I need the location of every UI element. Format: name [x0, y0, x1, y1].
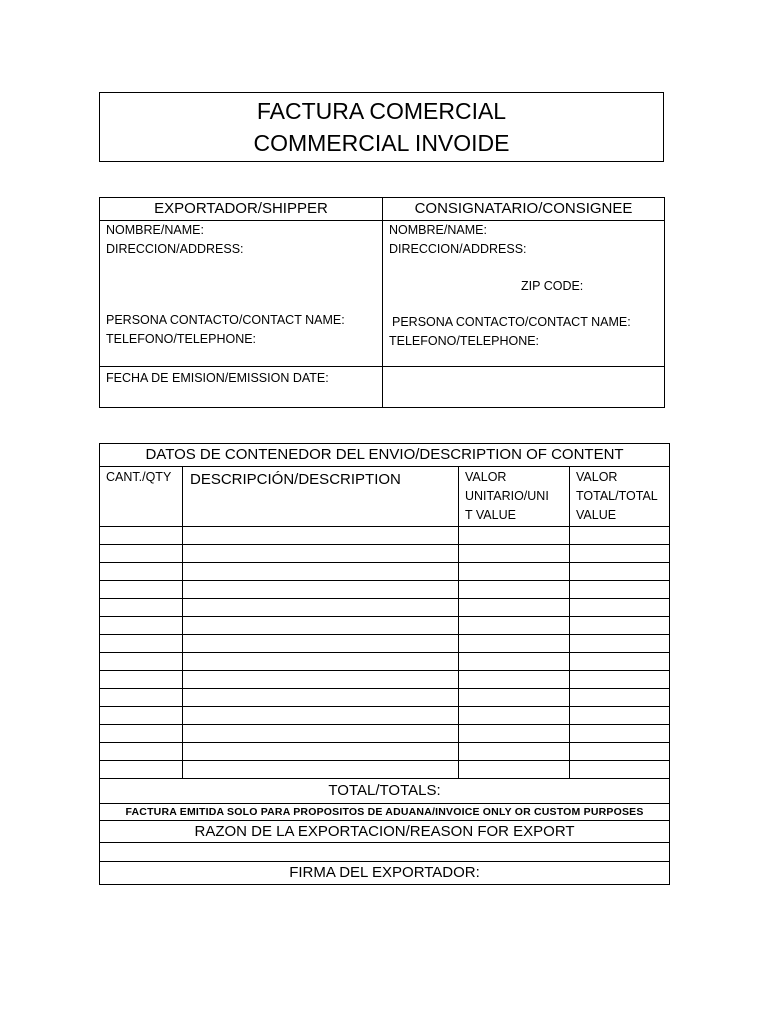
item-row[interactable]: [100, 671, 670, 689]
item-description-cell[interactable]: [183, 599, 459, 617]
item-total-value-cell[interactable]: [570, 743, 670, 761]
title-spanish: FACTURA COMERCIAL: [256, 98, 507, 124]
item-qty-cell[interactable]: [100, 635, 183, 653]
item-total-value-cell[interactable]: [570, 725, 670, 743]
item-total-value-cell[interactable]: [570, 563, 670, 581]
item-row[interactable]: [100, 743, 670, 761]
item-description-cell[interactable]: [183, 671, 459, 689]
shipper-header: EXPORTADOR/SHIPPER: [100, 198, 383, 221]
item-description-cell[interactable]: [183, 689, 459, 707]
content-table: [99, 443, 670, 885]
item-unit-value-cell[interactable]: [459, 653, 570, 671]
item-description-cell[interactable]: [183, 527, 459, 545]
item-qty-cell[interactable]: [100, 527, 183, 545]
parties-table: [99, 197, 665, 408]
item-total-value-cell[interactable]: [570, 617, 670, 635]
item-unit-value-cell[interactable]: [459, 527, 570, 545]
reason-for-export-field[interactable]: [100, 843, 670, 862]
qty-column-label: CANT./QTY: [106, 470, 172, 484]
totals-row[interactable]: TOTAL/TOTALS:: [100, 779, 670, 804]
item-total-value-cell[interactable]: [570, 581, 670, 599]
item-row[interactable]: [100, 653, 670, 671]
emission-date-label: FECHA DE EMISION/EMISSION DATE:: [106, 371, 329, 385]
item-row[interactable]: [100, 545, 670, 563]
shipper-address-label: DIRECCION/ADDRESS:: [106, 242, 244, 256]
item-description-cell[interactable]: [183, 581, 459, 599]
item-unit-value-cell[interactable]: [459, 635, 570, 653]
item-row[interactable]: [100, 527, 670, 545]
total-value-line-3: VALUE: [576, 508, 617, 522]
qty-column-header: [100, 467, 183, 527]
shipper-telephone-label: TELEFONO/TELEPHONE:: [106, 332, 257, 346]
item-qty-cell[interactable]: [100, 653, 183, 671]
total-value-column-label: [570, 467, 669, 526]
description-column-label: DESCRIPCIÓN/DESCRIPTION: [190, 471, 401, 488]
item-description-cell[interactable]: [183, 563, 459, 581]
item-description-cell[interactable]: [183, 725, 459, 743]
item-row[interactable]: [100, 689, 670, 707]
item-description-cell[interactable]: [183, 653, 459, 671]
item-unit-value-cell[interactable]: [459, 689, 570, 707]
item-row[interactable]: [100, 635, 670, 653]
shipper-cell[interactable]: [100, 221, 383, 367]
item-unit-value-cell[interactable]: [459, 545, 570, 563]
item-description-cell[interactable]: [183, 761, 459, 779]
content-header: DATOS DE CONTENEDOR DEL ENVIO/DESCRIPTION OF CONTENT: [100, 444, 670, 467]
shipper-name-label: NOMBRE/NAME:: [106, 223, 204, 237]
reason-for-export-label: RAZON DE LA EXPORTACION/REASON FOR EXPORT: [100, 821, 670, 843]
emission-date-cell[interactable]: [100, 367, 383, 408]
item-description-cell[interactable]: [183, 635, 459, 653]
item-total-value-cell[interactable]: [570, 635, 670, 653]
item-unit-value-cell[interactable]: [459, 725, 570, 743]
item-row[interactable]: [100, 725, 670, 743]
item-row[interactable]: [100, 617, 670, 635]
consignee-contact-label: PERSONA CONTACTO/CONTACT NAME:: [392, 315, 631, 329]
item-qty-cell[interactable]: [100, 707, 183, 725]
total-value-line-1: VALOR: [576, 470, 618, 484]
item-qty-cell[interactable]: [100, 545, 183, 563]
item-qty-cell[interactable]: [100, 563, 183, 581]
item-qty-cell[interactable]: [100, 743, 183, 761]
item-row[interactable]: [100, 599, 670, 617]
consignee-telephone-label: TELEFONO/TELEPHONE:: [389, 334, 540, 348]
item-row[interactable]: [100, 761, 670, 779]
unit-value-column-label: [459, 467, 569, 526]
item-description-cell[interactable]: [183, 617, 459, 635]
item-qty-cell[interactable]: [100, 599, 183, 617]
shipper-contact-label: PERSONA CONTACTO/CONTACT NAME:: [106, 313, 345, 327]
consignee-cell[interactable]: [383, 221, 665, 367]
item-total-value-cell[interactable]: [570, 689, 670, 707]
consignee-header: CONSIGNATARIO/CONSIGNEE: [383, 198, 665, 221]
item-description-cell[interactable]: [183, 707, 459, 725]
item-unit-value-cell[interactable]: [459, 599, 570, 617]
item-description-cell[interactable]: [183, 743, 459, 761]
item-unit-value-cell[interactable]: [459, 563, 570, 581]
invoice-title-box: [99, 92, 664, 162]
item-total-value-cell[interactable]: [570, 671, 670, 689]
customs-notice: FACTURA EMITIDA SOLO PARA PROPOSITOS DE ADUANA/INVOICE ONLY OR CUSTOM PURPOSES: [100, 804, 670, 821]
item-qty-cell[interactable]: [100, 689, 183, 707]
item-qty-cell[interactable]: [100, 617, 183, 635]
item-row[interactable]: [100, 563, 670, 581]
item-qty-cell[interactable]: [100, 725, 183, 743]
item-description-cell[interactable]: [183, 545, 459, 563]
item-qty-cell[interactable]: [100, 671, 183, 689]
item-unit-value-cell[interactable]: [459, 671, 570, 689]
unit-value-line-3: T VALUE: [465, 508, 516, 522]
description-column-header: [183, 467, 459, 527]
item-unit-value-cell[interactable]: [459, 581, 570, 599]
unit-value-column-header: [459, 467, 570, 527]
item-total-value-cell[interactable]: [570, 527, 670, 545]
item-unit-value-cell[interactable]: [459, 761, 570, 779]
item-row[interactable]: [100, 581, 670, 599]
title-english: COMMERCIAL INVOIDE: [253, 130, 510, 156]
item-row[interactable]: [100, 707, 670, 725]
item-total-value-cell[interactable]: [570, 599, 670, 617]
item-unit-value-cell[interactable]: [459, 743, 570, 761]
unit-value-line-2: UNITARIO/UNI: [465, 489, 549, 503]
emission-date-value-cell[interactable]: [383, 367, 665, 408]
item-total-value-cell[interactable]: [570, 707, 670, 725]
total-value-line-2: TOTAL/TOTAL: [576, 489, 658, 503]
item-total-value-cell[interactable]: [570, 545, 670, 563]
exporter-signature-row[interactable]: FIRMA DEL EXPORTADOR:: [100, 862, 670, 885]
item-rows: [100, 527, 670, 779]
consignee-zip-label: ZIP CODE:: [521, 279, 584, 293]
item-total-value-cell[interactable]: [570, 653, 670, 671]
item-unit-value-cell[interactable]: [459, 617, 570, 635]
item-unit-value-cell[interactable]: [459, 707, 570, 725]
item-total-value-cell[interactable]: [570, 761, 670, 779]
consignee-address-label: DIRECCION/ADDRESS:: [389, 242, 527, 256]
item-qty-cell[interactable]: [100, 761, 183, 779]
unit-value-line-1: VALOR: [465, 470, 507, 484]
item-qty-cell[interactable]: [100, 581, 183, 599]
total-value-column-header: [570, 467, 670, 527]
consignee-name-label: NOMBRE/NAME:: [389, 223, 487, 237]
